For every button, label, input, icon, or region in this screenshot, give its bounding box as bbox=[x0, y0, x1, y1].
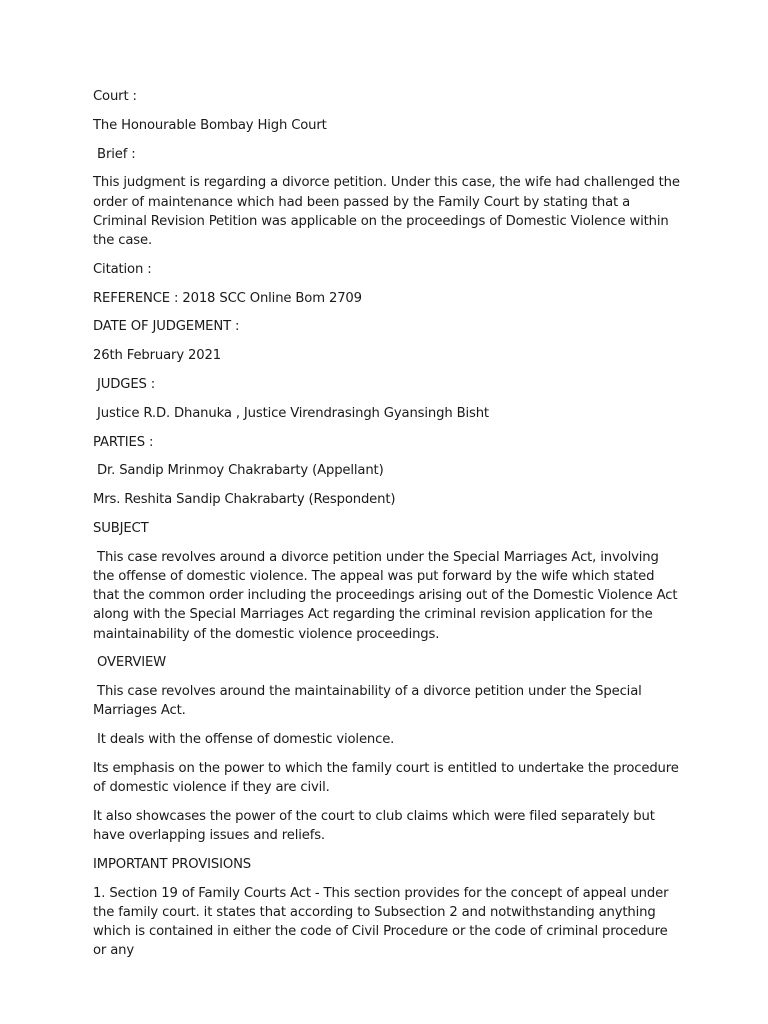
citation-reference: REFERENCE : 2018 SCC Online Bom 2709 bbox=[93, 290, 362, 306]
label-brief: Brief : bbox=[93, 146, 136, 162]
label-date-of-judgement: DATE OF JUDGEMENT : bbox=[93, 319, 240, 335]
overview-point-3: Its emphasis on the power to which the family court is entitled to undertake the procedure of domestic violence if they are civil. bbox=[93, 760, 683, 796]
label-overview: OVERVIEW bbox=[93, 655, 167, 671]
document-body bbox=[93, 87, 683, 970]
judgement-date: 26th February 2021 bbox=[93, 348, 221, 364]
label-subject: SUBJECT bbox=[93, 520, 149, 536]
overview-point-4: It also showcases the power of the court to club claims which were filed separately but have overlapping issues and reliefs. bbox=[93, 808, 659, 844]
judges-names: Justice R.D. Dhanuka , Justice Virendrasingh Gyansingh Bisht bbox=[93, 405, 489, 421]
label-citation: Citation : bbox=[93, 261, 152, 277]
party-appellant: Dr. Sandip Mrinmoy Chakrabarty (Appellant) bbox=[93, 463, 384, 479]
overview-point-2: It deals with the offense of domestic violence. bbox=[93, 732, 395, 748]
subject-text: This case revolves around a divorce petition under the Special Marriages Act, involving the offense of domestic violence. The appeal was put forward by the wife which stated that the common order including the proceedings arising out of the Domestic Violence Act along with the Special Marriages Act regarding the criminal revision application for the maintainability of the domestic violence proceedings. bbox=[93, 549, 682, 642]
brief-text: This judgment is regarding a divorce petition. Under this case, the wife had challenged the order of maintenance which had been passed by the Family Court by stating that a Criminal Revision Petition was applicable on the proceedings of Domestic Violence within the case. bbox=[93, 175, 684, 248]
label-judges: JUDGES : bbox=[93, 376, 156, 392]
provision-1: 1. Section 19 of Family Courts Act - This section provides for the concept of appeal under the family court. it states that according to Subsection 2 and notwithstanding anything which is contained in either the code of Civil Procedure or the code of criminal procedure or any bbox=[93, 885, 673, 959]
label-important-provisions: IMPORTANT PROVISIONS bbox=[93, 856, 252, 872]
court-name: The Honourable Bombay High Court bbox=[93, 117, 327, 133]
label-parties: PARTIES : bbox=[93, 434, 154, 450]
overview-point-1: This case revolves around the maintainability of a divorce petition under the Special Marriages Act. bbox=[93, 684, 646, 719]
party-respondent: Mrs. Reshita Sandip Chakrabarty (Respondent) bbox=[93, 492, 396, 508]
label-court: Court : bbox=[93, 89, 137, 104]
